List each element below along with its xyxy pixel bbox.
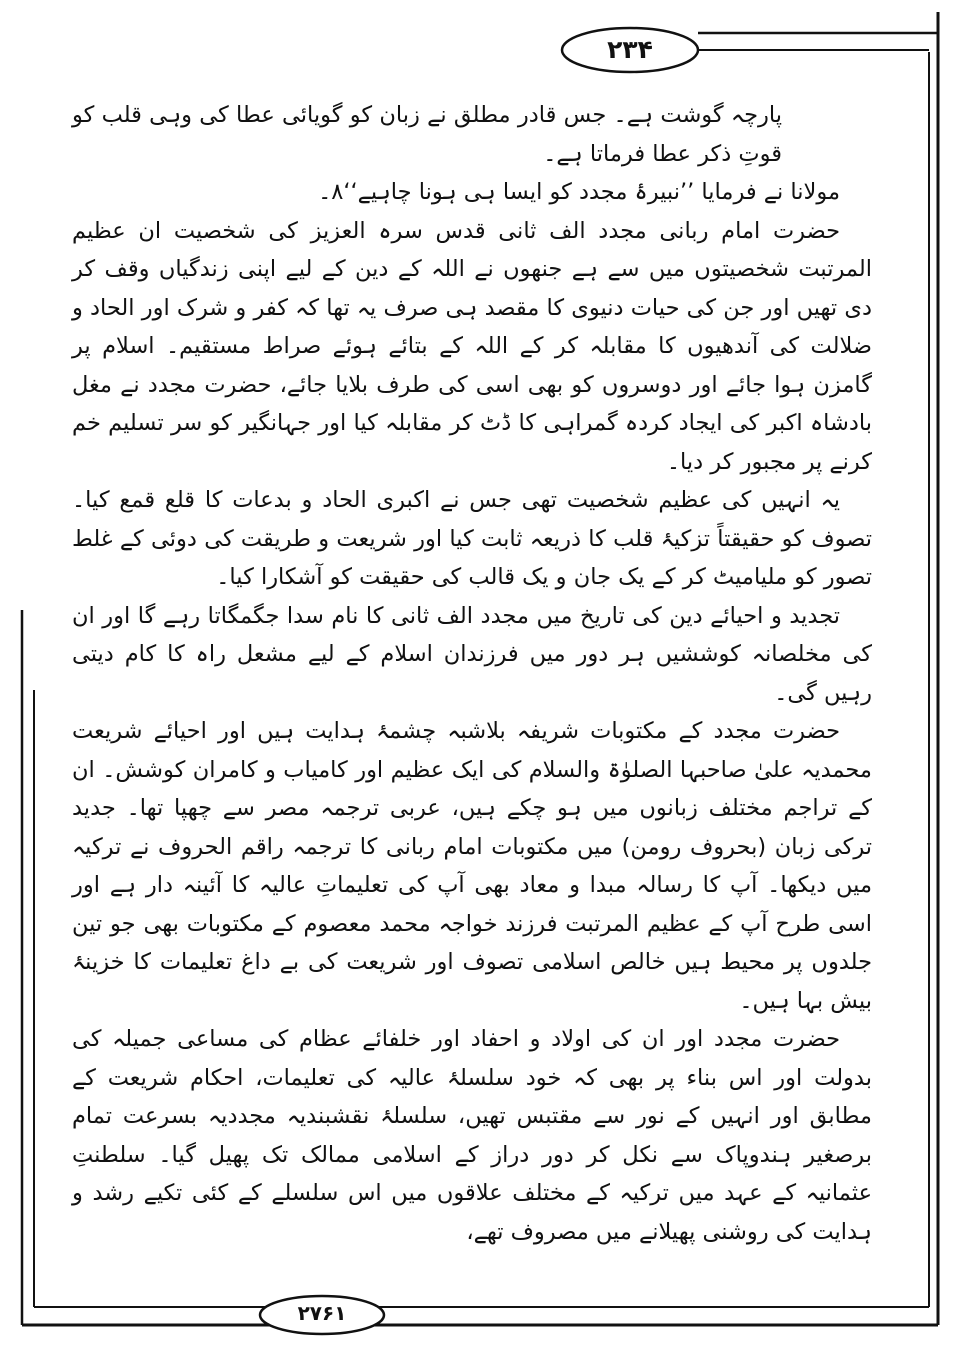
top-page-number: ۲۳۴: [607, 34, 653, 64]
paragraph: پارچہ گوشت ہے۔ جس قادر مطلق نے زبان کو گویائی عطا کی وہی قلب کو قوتِ ذکر عطا فرماتا ہے۔: [72, 102, 782, 167]
bottom-page-number: ۲۷۶۱: [297, 1301, 347, 1325]
paragraph: یہ انہیں کی عظیم شخصیت تھی جس نے اکبری الحاد و بدعات کا قلع قمع کیا۔ تصوف کو حقیقتاً تزکیۂ قلب کا ذریعہ ثابت کیا اور شریعت و طریقت کی دوئی کے غلط تصور کو ملیامیٹ کر کے یک جان و یک قالب کی حقیقت کو آشکارا کیا۔: [72, 487, 872, 590]
body-text: [72, 96, 872, 1251]
paragraph: حضرت امام ربانی مجدد الف ثانی قدس سرہ العزیز کی شخصیت ان عظیم المرتبت شخصیتوں میں سے ہے جنھوں نے اللہ کے دین کے لیے اپنی زندگیاں وقف کر دی تھیں اور جن کی حیات دنیوی کا مقصد ہی صرف یہ تھا کہ کفر و شرک اور الحاد و ضلالت کی آندھیوں کا مقابلہ کر کے اللہ کے بتائے ہوئے صراط مستقیم۔ اسلام پر گامزن ہوا جائے اور دوسروں کو بھی اسی کی طرف بلایا جائے، حضرت مجدد نے مغل بادشاہ اکبر کی ایجاد کردہ گمراہی کا ڈٹ کر مقابلہ کیا اور جہانگیر کو سر تسلیم خم کرنے پر مجبور کر دیا۔: [72, 217, 872, 475]
paragraph: مولانا نے فرمایا ’’نبیرۂ مجدد کو ایسا ہی ہونا چاہیے‘‘۸۔: [318, 179, 840, 205]
paragraph: حضرت مجدد کے مکتوبات شریفہ بلاشبہ چشمۂ ہدایت ہیں اور احیائے شریعت محمدیہ علیٰ صاحبہا الصلوٰۃ والسلام کی ایک عظیم اور کامیاب و کامران کوشش۔ ان کے تراجم مختلف زبانوں میں ہو چکے ہیں، عربی ترجمہ مصر سے چھپا تھا۔ جدید ترکی زبان (بحروف رومن) میں مکتوبات امام ربانی کا ترجمہ راقم الحروف نے ترکیہ میں دیکھا۔ آپ کا رسالہ مبدا و معاد بھی آپ کی تعلیماتِ عالیہ کا آئینہ دار ہے اور اسی طرح آپ کے عظیم المرتبت فرزند خواجہ محمد معصوم کے مکتوبات بھی جو تین جلدوں پر محیط ہیں خالص اسلامی تصوف اور شریعت کی بے داغ تعلیمات کا خزینۂ بیش بہا ہیں۔: [72, 718, 872, 1014]
paragraph: تجدید و احیائے دین کی تاریخ میں مجدد الف ثانی کا نام سدا جگمگاتا رہے گا اور ان کی مخلصانہ کوششیں ہر دور میں فرزندان اسلام کے لیے مشعل راہ کا کام دیتی رہیں گی۔: [72, 602, 872, 706]
paragraph: حضرت مجدد اور ان کی اولاد و احفاد اور خلفائے عظام کی مساعی جمیلہ کی بدولت اور اس بناء پر بھی کہ خود سلسلۂ عالیہ کی تعلیمات، احکام شریعت کے مطابق اور انہیں کے نور سے مقتبس تھیں، سلسلۂ نقشبندیہ مجددیہ بسرعت تمام برصغیر ہندوپاک سے نکل کر دور دراز کے اسلامی ممالک تک پھیل گیا۔ سلطنتِ عثمانیہ کے عہد میں ترکیہ کے مختلف علاقوں میں اس سلسلے کے کئی تکیے رشد و ہدایت کی روشنی پھیلانے میں مصروف تھے،: [72, 1026, 872, 1245]
